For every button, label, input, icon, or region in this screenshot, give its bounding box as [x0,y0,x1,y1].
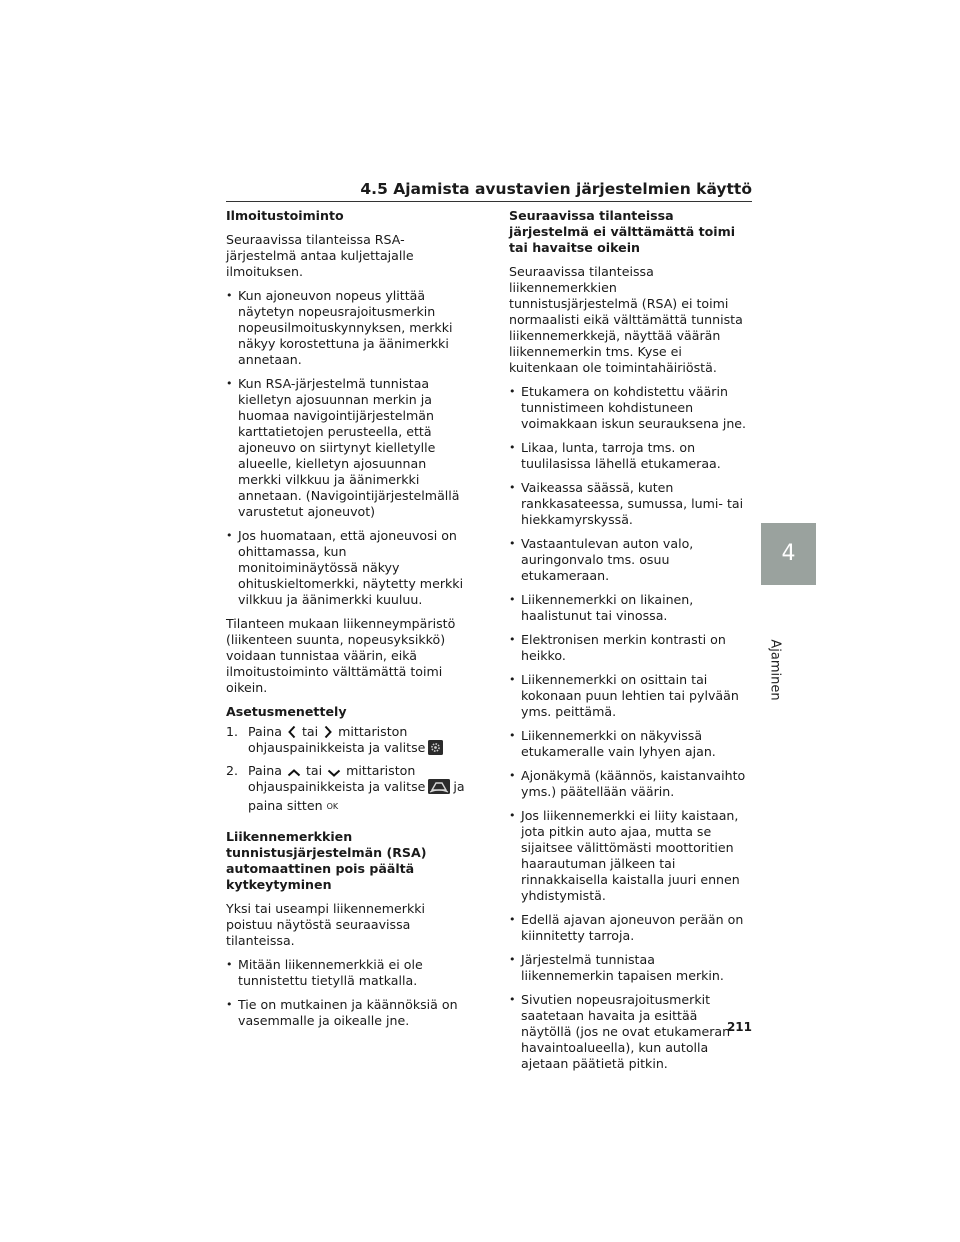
paragraph-environment: Tilanteen mukaan liikenneympäristö (liikenteen suunta, nopeusyksikkö) voidaan tunnistaa väärin, eikä ilmoitustoiminto välttämättä toimi oikein. [226,616,456,695]
right-column [509,208,749,1080]
driving-assist-icon [428,779,450,798]
list-item: • Liikennemerkki on näkyvissä etukameralle vain lyhyen ajan. [509,728,749,760]
step-text: Paina [248,724,282,739]
list-item: • Elektronisen merkin kontrasti on heikko. [509,632,749,664]
limitation-bullets [509,384,749,1072]
notification-bullets [226,288,466,608]
list-item: • Likaa, lunta, tarroja tms. on tuulilasissa lähellä etukameraa. [509,440,749,472]
chevron-left-icon [287,725,297,739]
ok-button-symbol: OK [326,802,339,811]
step-text: paina sitten [248,798,323,813]
chevron-down-icon [327,768,341,778]
step-text: mittariston ohjauspainikkeista ja valitse [248,763,426,794]
step-1 [226,724,466,759]
list-item: • Tie on mutkainen ja käännöksiä on vasemmalle ja oikealle jne. [226,997,466,1029]
auto-off-bullets [226,957,466,1029]
header-rule [226,201,752,202]
list-item: • Mitään liikennemerkkiä ei ole tunnistettu tietyllä matkalla. [226,957,466,989]
settings-gear-icon [428,740,443,759]
step-2 [226,763,466,815]
heading-setup: Asetusmenettely [226,704,347,719]
paragraph-auto-off: Yksi tai useampi liikennemerkki poistuu näytöstä seuraavissa tilanteissa. [226,901,426,948]
list-item: • Edellä ajavan ajoneuvon perään on kiinnitetty tarroja. [509,912,749,944]
step-text: mittariston ohjauspainikkeista ja valitse [248,724,426,755]
list-item: • Vastaantulevan auton valo, auringonvalo tms. osuu etukameraan. [509,536,749,584]
list-item: • Jos huomataan, että ajoneuvosi on ohittamassa, kun monitoiminäytössä näkyy ohituskieltomerkki, näytetty merkki vilkkuu ja äänimerkki kuuluu. [226,528,466,608]
chevron-right-icon [323,725,333,739]
list-item: • Sivutien nopeusrajoitusmerkit saatetaan havaita ja esittää näytöllä (jos ne ovat etukameran havaintoalueella), kun autolla ajetaan päätietä pitkin. [509,992,749,1072]
setup-steps [226,724,466,815]
step-text: tai [305,763,323,778]
list-item: • Etukamera on kohdistettu väärin tunnistimeen kohdistuneen voimakkaan iskun seurauksena jne. [509,384,749,432]
step-number: 2. [226,763,239,778]
list-item: • Kun RSA-järjestelmä tunnistaa kielletyn ajosuunnan merkin ja huomaa navigointijärjestelmän karttatietojen perusteella, että ajoneuvo on siirtynyt kielletylle alueelle, kielletyn ajosuunnan merkki vilkkuu ja äänimerkki annetaan. (Navigointijärjestelmällä varustetut ajoneuvot) [226,376,466,520]
list-item: • Liikennemerkki on osittain tai kokonaan puun lehtien tai pylvään yms. peittämä. [509,672,749,720]
chapter-tab-label [763,620,787,720]
paragraph-limitations: Seuraavissa tilanteissa liikennemerkkien tunnistusjärjestelmä (RSA) ei toimi normaalisti eikä välttämättä tunnista liikennemerkkejä, näyttää väärän liikennemerkin tms. Kyse ei kuitenkaan ole toimintahäiriöstä. [509,264,743,375]
list-item: • Järjestelmä tunnistaa liikennemerkin tapaisen merkin. [509,952,749,984]
left-column [226,208,466,1037]
list-item: • Liikennemerkki on likainen, haalistunut tai vinossa. [509,592,749,624]
list-item: • Jos liikennemerkki ei liity kaistaan, jota pitkin auto ajaa, mutta se sijaitsee välittömästi moottoritien haarautuman jälkeen tai rinnakkaisella kaistalla juuri ennen yhdistymistä. [509,808,749,904]
heading-notification: Ilmoitustoiminto [226,208,344,223]
step-text: ja [453,779,465,794]
page-header: 4.5 Ajamista avustavien järjestelmien käyttö [360,180,752,198]
list-item: • Ajonäkymä (käännös, kaistanvaihto yms.) päätellään väärin. [509,768,749,800]
step-text: Paina [248,763,282,778]
heading-limitations: Seuraavissa tilanteissa järjestelmä ei välttämättä toimi tai havaitse oikein [509,208,736,255]
list-item: • Kun ajoneuvon nopeus ylittää näytetyn nopeusrajoitusmerkin nopeusilmoituskynnyksen, merkki näkyy korostettuna ja äänimerkki annetaan. [226,288,466,368]
paragraph-notification-intro: Seuraavissa tilanteissa RSA-järjestelmä antaa kuljettajalle ilmoituksen. [226,232,414,279]
chapter-tab: 4 [761,523,816,585]
list-item: • Vaikeassa säässä, kuten rankkasateessa, sumussa, lumi- tai hiekkamyrskyssä. [509,480,749,528]
heading-auto-off: Liikennemerkkien tunnistusjärjestelmän (RSA) automaattinen pois päältä kytkeytyminen [226,829,427,892]
step-text: tai [301,724,319,739]
step-number: 1. [226,724,239,739]
chapter-label-text: Ajaminen [767,639,783,701]
chevron-up-icon [287,768,301,778]
page-number: 211 [726,1020,752,1034]
